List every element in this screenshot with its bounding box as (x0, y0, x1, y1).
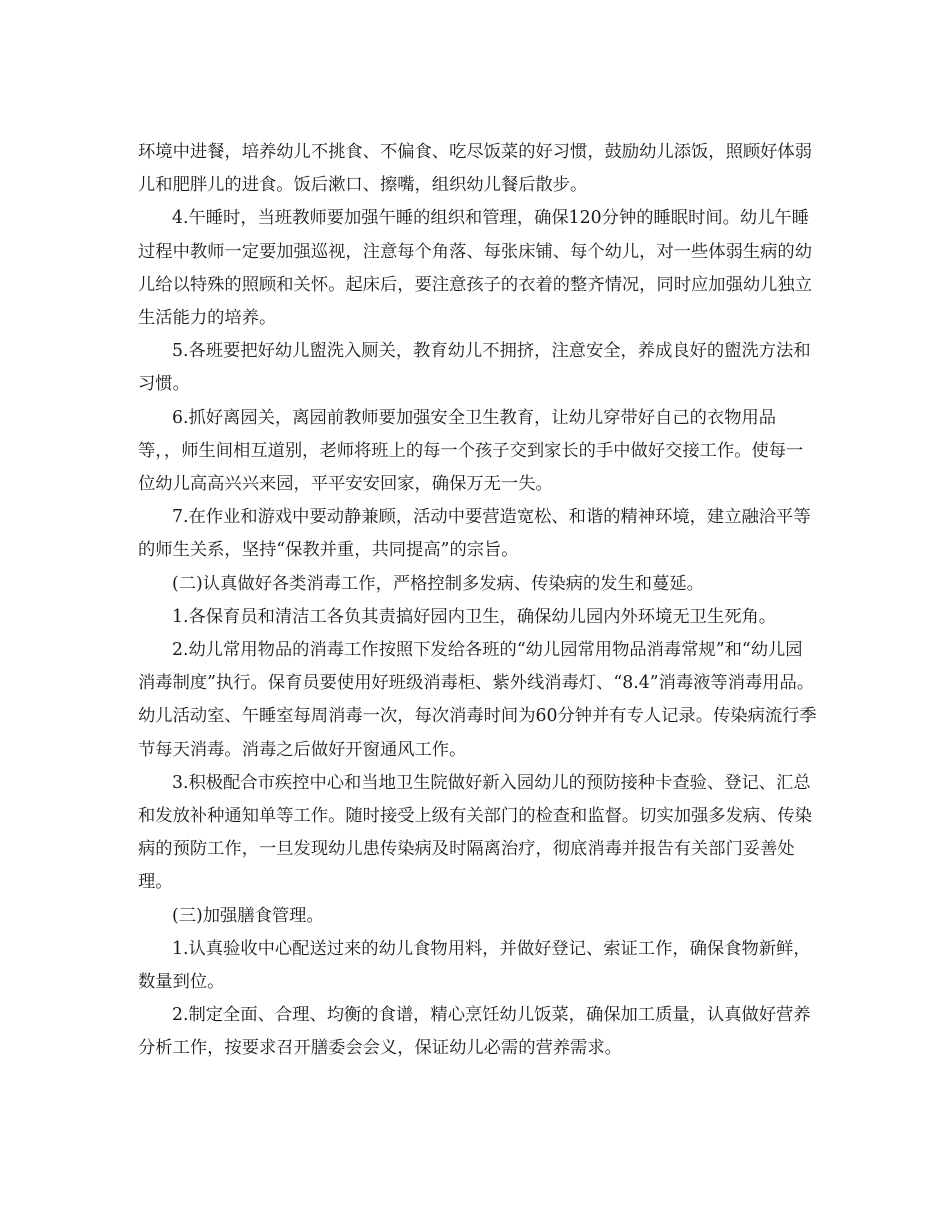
document-body (138, 136, 818, 1066)
section-heading-meals: (三)加强膳食管理。 (172, 905, 324, 926)
paragraph-hygiene-duty: 1.各保育员和清洁工各负其责搞好园内卫生，确保幼儿园内外环境无卫生死角。 (172, 606, 777, 627)
paragraph-leaving-school: 6.抓好离园关，离园前教师要加强安全卫生教育，让幼儿穿带好自己的衣物用品等，，师生间相互道别，老师将班上的每一个孩子交到家长的手中做好交接工作。使每一位幼儿高高兴兴来园，平平安安回家，确保万无一失。 (138, 407, 804, 495)
paragraph-recipes-nutrition: 2.制定全面、合理、均衡的食谱，精心烹饪幼儿饭菜，确保加工质量，认真做好营养分析工作，按要求召开膳委会会义，保证幼儿必需的营养需求。 (138, 1005, 811, 1059)
paragraph-food-inspection: 1.认真验收中心配送过来的幼儿食物用料，并做好登记、索证工作，确保食物新鲜，数量到位。 (138, 938, 811, 993)
paragraph-vaccination: 3.积极配合市疾控中心和当地卫生院做好新入园幼儿的预防接种卡查验、登记、汇总和发放补种通知单等工作。随时接受上级有关部门的检查和监督。切实加强多发病、传染病的预防工作，一旦发现幼儿患传染病及时隔离治疗，彻底消毒并报告有关部门妥善处理。 (138, 772, 812, 893)
paragraph-item-disinfection: 2.幼儿常用物品的消毒工作按照下发给各班的“幼儿园常用物品消毒常规”和“幼儿园消毒制度”执行。保育员要使用好班级消毒柜、紫外线消毒灯、“8.4”消毒液等消毒用品。幼儿活动室、午睡室每周消毒一次，每次消毒时间为60分钟并有专人记录。传染病流行季节每天消毒。消毒之后做好开窗通风工作。 (138, 640, 817, 760)
paragraph-nap-time: 4.午睡时，当班教师要加强午睡的组织和管理，确保120分钟的睡眠时间。幼儿午睡过程中教师一定要加强巡视，注意每个角落、每张床铺、每个幼儿，对一些体弱生病的幼儿给以特殊的照顾和关怀。起床后，要注意孩子的衣着的整齐情况，同时应加强幼儿独立生活能力的培养。 (138, 208, 812, 329)
paragraph-meal-continuation: 环境中进餐，培养幼儿不挑食、不偏食、吃尽饭菜的好习惯，鼓励幼儿添饭，照顾好体弱儿和肥胖儿的进食。饭后漱口、擦嘴，组织幼儿餐后散步。 (138, 142, 812, 196)
paragraph-activities-games: 7.在作业和游戏中要动静兼顾，活动中要营造宽松、和谐的精神环境，建立融洽平等的师生关系，坚持“保教并重，共同提高”的宗旨。 (138, 507, 811, 561)
section-heading-disinfection: (二)认真做好各类消毒工作，严格控制多发病、传染病的发生和蔓延。 (172, 573, 704, 594)
paragraph-washing-toilet: 5.各班要把好幼儿盥洗入厕关，教育幼儿不拥挤，注意安全，养成良好的盥洗方法和习惯。 (138, 341, 811, 395)
